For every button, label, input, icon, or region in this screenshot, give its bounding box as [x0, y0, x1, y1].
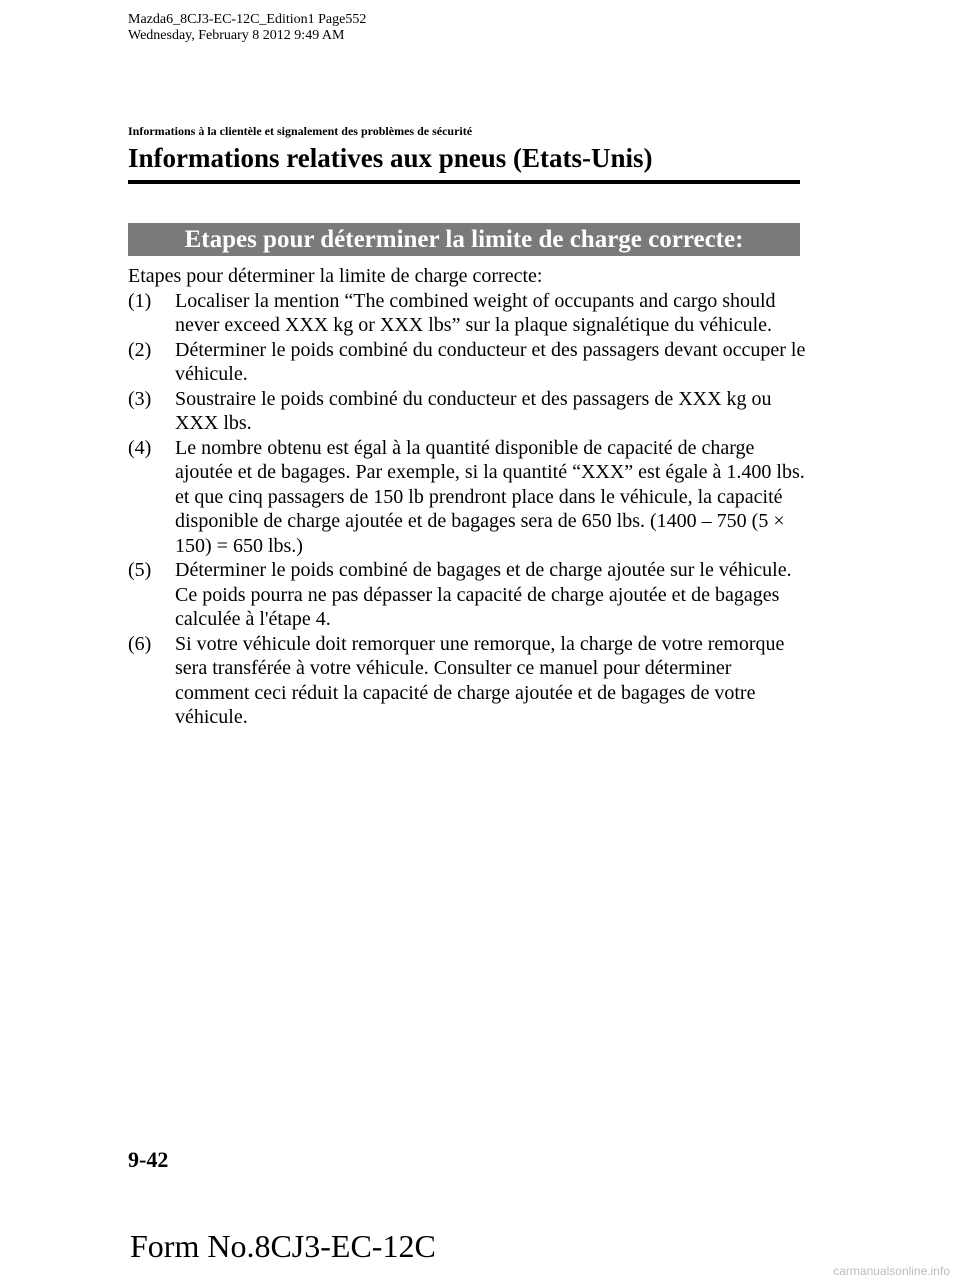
section-label: Informations à la clientèle et signalement des problèmes de sécurité	[128, 124, 473, 138]
title-rule	[128, 180, 800, 184]
print-stamp	[128, 12, 366, 44]
step-text: Déterminer le poids combiné du conducteur et des passagers devant occuper le véhicule.	[175, 338, 806, 385]
print-stamp-line1: Mazda6_8CJ3-EC-12C_Edition1 Page552	[128, 12, 367, 27]
print-stamp-line2: Wednesday, February 8 2012 9:49 AM	[128, 28, 345, 43]
step-number: (4)	[128, 436, 152, 459]
step-item	[128, 387, 808, 436]
step-item	[128, 289, 808, 338]
step-text: Déterminer le poids combiné de bagages et de charge ajoutée sur le véhicule. Ce poids pourra ne pas dépasser la capacité de charge ajoutée et de bagages calculée à l'étape 4.	[175, 559, 792, 630]
page-number: 9-42	[128, 1147, 169, 1172]
step-item	[128, 558, 808, 632]
step-number: (3)	[128, 387, 152, 410]
body-text	[128, 264, 808, 730]
form-number: Form No.8CJ3-EC-12C	[130, 1228, 436, 1264]
step-text: Soustraire le poids combiné du conducteur et des passagers de XXX kg ou XXX lbs.	[175, 387, 772, 434]
step-number: (1)	[128, 289, 152, 312]
watermark: carmanualsonline.info	[833, 1264, 950, 1278]
steps-list	[128, 289, 808, 730]
step-text: Si votre véhicule doit remorquer une remorque, la charge de votre remorque sera transférée à votre véhicule. Consulter ce manuel pour déterminer comment ceci réduit la capacité de charge ajoutée et de bagages de votre véhicule.	[175, 632, 785, 728]
step-text: Le nombre obtenu est égal à la quantité disponible de capacité de charge ajoutée et de bagages. Par exemple, si la quantité “XXX” est égale à 1.400 lbs. et que cinq passagers de 150 lb prendront place dans le véhicule, la capacité disponible de charge ajoutée et de bagages sera de 650 lbs. (1400 – 750 (5 × 150) = 650 lbs.)	[175, 436, 805, 557]
intro-paragraph: Etapes pour déterminer la limite de charge correcte:	[128, 265, 543, 287]
page-title: Informations relatives aux pneus (Etats-Unis)	[128, 143, 653, 173]
step-number: (5)	[128, 559, 152, 581]
step-number: (2)	[128, 338, 152, 361]
step-item	[128, 632, 808, 730]
step-text: Localiser la mention “The combined weight of occupants and cargo should never exceed XXX kg or XXX lbs” sur la plaque signalétique du véhicule.	[175, 289, 776, 336]
step-item	[128, 338, 808, 387]
section-banner: Etapes pour déterminer la limite de charge correcte:	[128, 223, 800, 256]
step-number: (6)	[128, 632, 152, 655]
step-item	[128, 436, 808, 559]
